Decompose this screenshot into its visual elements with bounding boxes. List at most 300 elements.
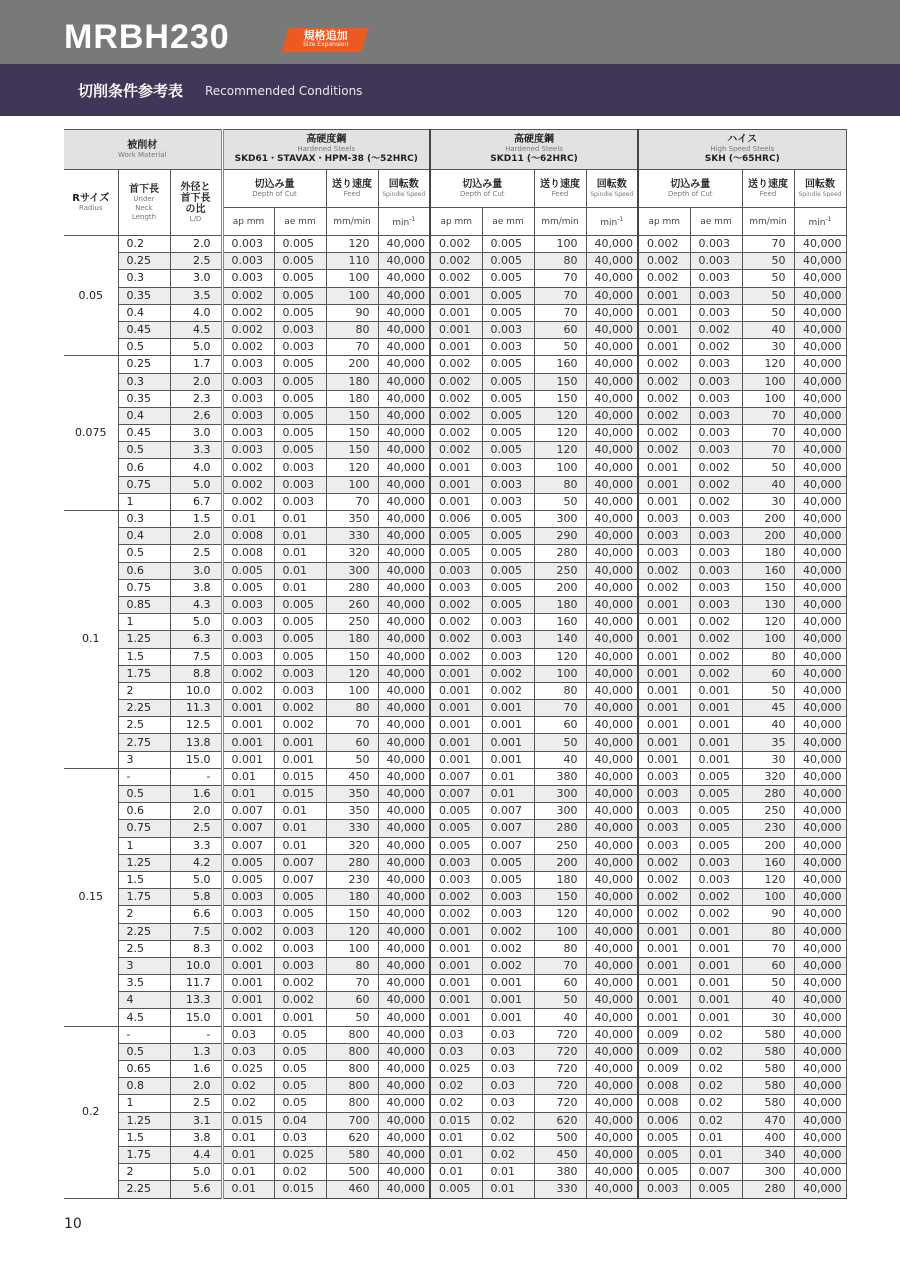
ap-depth-cell: 0.001	[638, 476, 690, 493]
ld-ratio-cell: 4.2	[170, 854, 222, 871]
feed-rate-cell: 160	[534, 356, 586, 373]
ae-depth-cell: 0.002	[690, 339, 742, 356]
feed-rate-cell: 70	[326, 493, 378, 510]
feed-rate-cell: 100	[534, 923, 586, 940]
ap-depth-cell: 0.002	[638, 253, 690, 270]
ae-depth-cell: 0.01	[482, 1181, 534, 1198]
ae-depth-cell: 0.02	[482, 1129, 534, 1146]
spindle-speed-cell: 40,000	[794, 1129, 846, 1146]
ap-depth-cell: 0.01	[430, 1164, 482, 1181]
section-title-jp: 切削条件参考表	[78, 82, 184, 100]
ld-ratio-cell: 3.3	[170, 837, 222, 854]
ae-depth-cell: 0.02	[690, 1043, 742, 1060]
ap-depth-cell: 0.001	[638, 682, 690, 699]
feed-jp: 送り速度	[540, 178, 580, 190]
ld-ratio-cell: 2.5	[170, 253, 222, 270]
ld-ratio-cell: 3.5	[170, 287, 222, 304]
neck-length-cell: 1	[118, 1095, 170, 1112]
feed-rate-cell: 70	[326, 975, 378, 992]
feed-rate-cell: 460	[326, 1181, 378, 1198]
ae-depth-cell: 0.005	[274, 373, 326, 390]
feed-rate-cell: 620	[326, 1129, 378, 1146]
feed-rate-cell: 70	[534, 700, 586, 717]
ae-depth-cell: 0.005	[274, 614, 326, 631]
spindle-speed-cell: 40,000	[586, 614, 638, 631]
ap-depth-cell: 0.007	[430, 786, 482, 803]
ld-ratio-cell: 11.7	[170, 975, 222, 992]
ae-depth-cell: 0.003	[690, 425, 742, 442]
ap-depth-cell: 0.001	[430, 493, 482, 510]
ap-depth-cell: 0.001	[430, 940, 482, 957]
neck-length-cell: 0.35	[118, 287, 170, 304]
spindle-speed-cell: 40,000	[794, 442, 846, 459]
feed-rate-cell: 120	[326, 923, 378, 940]
ap-depth-cell: 0.001	[430, 992, 482, 1009]
feed-rate-cell: 80	[534, 682, 586, 699]
ap-depth-cell: 0.007	[222, 820, 274, 837]
ld-ratio-cell: 3.8	[170, 1129, 222, 1146]
feed-rate-cell: 160	[742, 854, 794, 871]
ap-depth-cell: 0.001	[638, 975, 690, 992]
ae-depth-cell: 0.003	[482, 631, 534, 648]
unit-speed: $\min^{-1}$	[586, 208, 638, 236]
neck-length-cell: 0.6	[118, 562, 170, 579]
feed-rate-cell: 180	[326, 390, 378, 407]
ap-depth-cell: 0.003	[222, 356, 274, 373]
ap-depth-cell: 0.001	[638, 596, 690, 613]
feed-rate-cell: 800	[326, 1078, 378, 1095]
spindle-speed-cell: 40,000	[378, 751, 430, 768]
feed-rate-cell: 250	[534, 837, 586, 854]
spindle-speed-cell: 40,000	[586, 682, 638, 699]
ld-ratio-cell: 5.0	[170, 871, 222, 888]
ae-depth-cell: 0.03	[482, 1095, 534, 1112]
feed-rate-cell: 180	[742, 545, 794, 562]
ae-depth-cell: 0.005	[274, 407, 326, 424]
neck-length-cell: 2.5	[118, 940, 170, 957]
spindle-speed-cell: 40,000	[794, 940, 846, 957]
ld-header-jp: 首下長	[180, 192, 211, 204]
ae-depth-cell: 0.003	[274, 923, 326, 940]
ld-ratio-cell: 2.5	[170, 1095, 222, 1112]
ae-depth-cell: 0.005	[482, 545, 534, 562]
ae-depth-cell: 0.005	[482, 270, 534, 287]
table-row	[64, 1146, 846, 1163]
ap-depth-cell: 0.001	[638, 287, 690, 304]
neck-length-cell: 1	[118, 837, 170, 854]
ae-depth-cell: 0.003	[690, 871, 742, 888]
ap-depth-cell: 0.001	[638, 751, 690, 768]
feed-rate-cell: 180	[326, 889, 378, 906]
feed-rate-cell: 800	[326, 1026, 378, 1043]
ld-ratio-cell: 2.0	[170, 373, 222, 390]
ae-depth-cell: 0.005	[482, 253, 534, 270]
ae-depth-cell: 0.015	[274, 768, 326, 785]
spindle-speed-cell: 40,000	[378, 631, 430, 648]
neck-length-header	[118, 170, 170, 236]
ae-depth-cell: 0.005	[274, 889, 326, 906]
ap-depth-cell: 0.002	[430, 906, 482, 923]
ap-depth-cell: 0.003	[222, 236, 274, 253]
feed-rate-cell: 150	[326, 906, 378, 923]
spindle-speed-cell: 40,000	[586, 734, 638, 751]
ae-depth-cell: 0.003	[690, 304, 742, 321]
ap-depth-cell: 0.03	[222, 1043, 274, 1060]
feed-rate-cell: 50	[742, 253, 794, 270]
ld-ratio-cell: 8.3	[170, 940, 222, 957]
feed-rate-cell: 250	[742, 803, 794, 820]
badge-label-en: Size Expansion	[303, 41, 349, 48]
feed-rate-cell: 40	[534, 751, 586, 768]
ld-ratio-cell: 8.8	[170, 665, 222, 682]
table-row	[64, 287, 846, 304]
feed-rate-cell: 150	[326, 442, 378, 459]
ae-depth-cell: 0.05	[274, 1043, 326, 1060]
feed-rate-cell: 100	[534, 236, 586, 253]
table-row	[64, 786, 846, 803]
ld-ratio-header	[170, 170, 222, 236]
spindle-speed-cell: 40,000	[586, 803, 638, 820]
neck-header-en: Neck	[135, 203, 153, 212]
ae-depth-cell: 0.005	[274, 356, 326, 373]
ae-depth-cell: 0.002	[274, 975, 326, 992]
ae-depth-cell: 0.01	[482, 1164, 534, 1181]
spindle-speed-cell: 40,000	[378, 528, 430, 545]
material-jp: 高硬度鋼	[514, 134, 554, 145]
ae-depth-cell: 0.005	[274, 390, 326, 407]
ae-depth-cell: 0.01	[274, 837, 326, 854]
ap-depth-cell: 0.03	[430, 1043, 482, 1060]
neck-length-cell: 0.8	[118, 1078, 170, 1095]
spindle-speed-cell: 40,000	[794, 1043, 846, 1060]
neck-length-cell: 3.5	[118, 975, 170, 992]
size-expansion-badge	[281, 28, 369, 52]
ae-depth-cell: 0.005	[274, 425, 326, 442]
feed-rate-cell: 180	[534, 596, 586, 613]
ae-depth-cell: 0.005	[690, 786, 742, 803]
spindle-speed-cell: 40,000	[378, 734, 430, 751]
spindle-speed-cell: 40,000	[794, 356, 846, 373]
ae-depth-cell: 0.003	[690, 442, 742, 459]
ld-ratio-cell: 2.0	[170, 528, 222, 545]
ap-depth-cell: 0.003	[222, 614, 274, 631]
feed-rate-cell: 70	[326, 717, 378, 734]
table-row	[64, 665, 846, 682]
ap-depth-cell: 0.001	[430, 339, 482, 356]
feed-rate-cell: 250	[326, 614, 378, 631]
spindle-speed-cell: 40,000	[794, 1164, 846, 1181]
feed-rate-cell: 580	[326, 1146, 378, 1163]
ap-depth-cell: 0.003	[430, 871, 482, 888]
table-row	[64, 528, 846, 545]
feed-rate-cell: 70	[742, 407, 794, 424]
ae-depth-cell: 0.005	[482, 373, 534, 390]
spindle-speed-cell: 40,000	[794, 889, 846, 906]
feed-rate-cell: 120	[742, 871, 794, 888]
spindle-speed-cell: 40,000	[378, 1164, 430, 1181]
spindle-speed-cell: 40,000	[378, 236, 430, 253]
ap-depth-cell: 0.001	[638, 339, 690, 356]
neck-header-en: Length	[131, 212, 157, 221]
ae-depth-cell: 0.007	[482, 820, 534, 837]
ae-depth-cell: 0.001	[274, 751, 326, 768]
spindle-speed-cell: 40,000	[378, 476, 430, 493]
feed-rate-cell: 60	[742, 957, 794, 974]
spindle-speed-cell: 40,000	[586, 665, 638, 682]
ae-depth-cell: 0.05	[274, 1026, 326, 1043]
spindle-speed-cell: 40,000	[378, 373, 430, 390]
neck-length-cell: 0.25	[118, 356, 170, 373]
table-row	[64, 511, 846, 528]
ap-depth-cell: 0.008	[222, 545, 274, 562]
work-material-en: Work Material	[118, 150, 167, 159]
ap-depth-cell: 0.002	[638, 236, 690, 253]
feed-rate-cell: 50	[742, 287, 794, 304]
ae-depth-cell: 0.005	[274, 270, 326, 287]
spindle-speed-cell: 40,000	[586, 1061, 638, 1078]
table-row	[64, 957, 846, 974]
feed-rate-cell: 100	[742, 373, 794, 390]
spindle-speed-cell: 40,000	[794, 648, 846, 665]
ae-depth-cell: 0.005	[690, 1181, 742, 1198]
unit-ap: ap mm	[638, 208, 690, 236]
ae-depth-cell: 0.002	[690, 614, 742, 631]
feed-rate-cell: 40	[534, 1009, 586, 1026]
spindle-speed-cell: 40,000	[378, 425, 430, 442]
spindle-speed-cell: 40,000	[586, 631, 638, 648]
ld-header-jp: の比	[185, 203, 206, 215]
ap-depth-cell: 0.003	[430, 579, 482, 596]
feed-rate-cell: 70	[742, 425, 794, 442]
ld-ratio-cell: 2.5	[170, 820, 222, 837]
table-row	[64, 889, 846, 906]
spindle-speed-cell: 40,000	[378, 579, 430, 596]
feed-rate-cell: 500	[534, 1129, 586, 1146]
table-row	[64, 854, 846, 871]
radius-cell: 0.075	[64, 356, 118, 511]
ae-depth-cell: 0.005	[274, 287, 326, 304]
ae-depth-cell: 0.002	[690, 648, 742, 665]
spindle-speed-cell: 40,000	[794, 992, 846, 1009]
ae-depth-cell: 0.005	[482, 562, 534, 579]
feed-rate-cell: 120	[326, 459, 378, 476]
neck-length-cell: 0.5	[118, 442, 170, 459]
feed-en: Feed	[551, 189, 569, 198]
ae-depth-cell: 0.005	[274, 253, 326, 270]
spindle-speed-cell: 40,000	[586, 442, 638, 459]
ae-depth-cell: 0.005	[274, 648, 326, 665]
spindle-speed-cell: 40,000	[794, 596, 846, 613]
ae-depth-cell: 0.003	[482, 889, 534, 906]
spindle-speed-cell: 40,000	[378, 356, 430, 373]
ae-depth-cell: 0.003	[274, 493, 326, 510]
spindle-speed-cell: 40,000	[586, 717, 638, 734]
ld-ratio-cell: 13.3	[170, 992, 222, 1009]
spindle-speed-cell: 40,000	[794, 1078, 846, 1095]
feed-rate-cell: 150	[534, 889, 586, 906]
spindle-speed-cell: 40,000	[378, 407, 430, 424]
depth-of-cut-header	[430, 170, 534, 208]
table-row	[64, 906, 846, 923]
feed-rate-cell: 280	[534, 820, 586, 837]
feed-rate-cell: 30	[742, 1009, 794, 1026]
feed-rate-cell: 250	[534, 562, 586, 579]
spindle-speed-cell: 40,000	[794, 786, 846, 803]
neck-length-cell: 0.75	[118, 820, 170, 837]
ae-depth-cell: 0.002	[690, 889, 742, 906]
ap-depth-cell: 0.01	[222, 768, 274, 785]
ap-depth-cell: 0.02	[222, 1078, 274, 1095]
ap-depth-cell: 0.001	[430, 665, 482, 682]
spindle-speed-cell: 40,000	[586, 906, 638, 923]
ld-ratio-cell: 6.6	[170, 906, 222, 923]
feed-rate-cell: 380	[534, 1164, 586, 1181]
unit-ae: ae mm	[482, 208, 534, 236]
spindle-speed-cell: 40,000	[378, 596, 430, 613]
feed-rate-cell: 50	[742, 975, 794, 992]
ae-depth-cell: 0.04	[274, 1112, 326, 1129]
material-en: Hardened Steels	[297, 145, 356, 153]
spindle-speed-cell: 40,000	[794, 682, 846, 699]
ap-depth-cell: 0.002	[638, 579, 690, 596]
ap-depth-cell: 0.002	[638, 442, 690, 459]
ap-depth-cell: 0.001	[222, 992, 274, 1009]
ae-depth-cell: 0.003	[274, 321, 326, 338]
ae-depth-cell: 0.001	[690, 957, 742, 974]
feed-rate-cell: 580	[742, 1061, 794, 1078]
feed-rate-cell: 120	[742, 614, 794, 631]
feed-rate-cell: 150	[534, 390, 586, 407]
feed-rate-cell: 150	[326, 648, 378, 665]
spindle-speed-cell: 40,000	[378, 923, 430, 940]
feed-rate-cell: 100	[742, 631, 794, 648]
ld-ratio-cell: 3.0	[170, 425, 222, 442]
spindle-speed-cell: 40,000	[586, 889, 638, 906]
ap-depth-cell: 0.005	[222, 871, 274, 888]
neck-length-cell: 1.25	[118, 854, 170, 871]
feed-rate-cell: 70	[326, 339, 378, 356]
feed-rate-cell: 90	[742, 906, 794, 923]
spindle-speed-cell: 40,000	[794, 236, 846, 253]
ap-depth-cell: 0.008	[222, 528, 274, 545]
feed-rate-cell: 400	[742, 1129, 794, 1146]
feed-rate-cell: 330	[534, 1181, 586, 1198]
ae-depth-cell: 0.003	[690, 236, 742, 253]
feed-rate-cell: 200	[534, 854, 586, 871]
spindle-speed-cell: 40,000	[794, 493, 846, 510]
spindle-speed-cell: 40,000	[586, 1026, 638, 1043]
feed-rate-cell: 50	[534, 339, 586, 356]
material-header-2	[430, 130, 638, 170]
ae-depth-cell: 0.003	[274, 459, 326, 476]
ap-depth-cell: 0.005	[430, 803, 482, 820]
spindle-speed-cell: 40,000	[378, 1043, 430, 1060]
ld-ratio-cell: 2.0	[170, 1078, 222, 1095]
ld-ratio-cell: 15.0	[170, 1009, 222, 1026]
ap-depth-cell: 0.01	[222, 1129, 274, 1146]
ap-depth-cell: 0.003	[638, 528, 690, 545]
ap-depth-cell: 0.02	[430, 1078, 482, 1095]
speed-en: Spindle Speed	[798, 190, 842, 198]
ld-ratio-cell: 6.7	[170, 493, 222, 510]
feed-rate-cell: 720	[534, 1095, 586, 1112]
table-row	[64, 1026, 846, 1043]
spindle-speed-cell: 40,000	[794, 700, 846, 717]
spindle-speed-cell: 40,000	[378, 321, 430, 338]
ap-depth-cell: 0.003	[638, 511, 690, 528]
ap-depth-cell: 0.001	[222, 975, 274, 992]
feed-rate-cell: 70	[742, 236, 794, 253]
table-row	[64, 1112, 846, 1129]
ap-depth-cell: 0.025	[430, 1061, 482, 1078]
feed-rate-cell: 580	[742, 1078, 794, 1095]
ap-depth-cell: 0.006	[430, 511, 482, 528]
ap-depth-cell: 0.005	[430, 837, 482, 854]
feed-header	[326, 170, 378, 208]
feed-rate-cell: 300	[534, 803, 586, 820]
feed-rate-cell: 300	[326, 562, 378, 579]
feed-rate-cell: 380	[534, 768, 586, 785]
feed-rate-cell: 150	[534, 373, 586, 390]
ae-depth-cell: 0.01	[482, 768, 534, 785]
spindle-speed-cell: 40,000	[378, 906, 430, 923]
ld-ratio-cell: 5.0	[170, 614, 222, 631]
feed-rate-cell: 580	[742, 1026, 794, 1043]
ae-depth-cell: 0.01	[274, 511, 326, 528]
spindle-speed-cell: 40,000	[794, 425, 846, 442]
spindle-speed-cell: 40,000	[586, 390, 638, 407]
spindle-speed-cell: 40,000	[378, 511, 430, 528]
feed-rate-cell: 160	[534, 614, 586, 631]
doc-en: Depth of Cut	[252, 189, 297, 198]
spindle-speed-cell: 40,000	[794, 579, 846, 596]
ap-depth-cell: 0.002	[638, 373, 690, 390]
ap-depth-cell: 0.002	[638, 356, 690, 373]
ld-ratio-cell: 4.0	[170, 459, 222, 476]
ap-depth-cell: 0.002	[222, 304, 274, 321]
ae-depth-cell: 0.002	[274, 700, 326, 717]
ae-depth-cell: 0.03	[482, 1043, 534, 1060]
feed-rate-cell: 280	[326, 854, 378, 871]
ap-depth-cell: 0.001	[638, 648, 690, 665]
material-en: Hardened Steels	[505, 145, 563, 153]
ld-ratio-cell: 2.0	[170, 236, 222, 253]
neck-length-cell: 1	[118, 614, 170, 631]
neck-length-cell: 1.5	[118, 1129, 170, 1146]
ld-ratio-cell: 12.5	[170, 717, 222, 734]
unit-ae: ae mm	[690, 208, 742, 236]
feed-rate-cell: 290	[534, 528, 586, 545]
spindle-speed-cell: 40,000	[586, 528, 638, 545]
table-row	[64, 253, 846, 270]
ap-depth-cell: 0.005	[430, 1181, 482, 1198]
ld-ratio-cell: 3.1	[170, 1112, 222, 1129]
spindle-speed-cell: 40,000	[586, 407, 638, 424]
ap-depth-cell: 0.003	[222, 390, 274, 407]
ae-depth-cell: 0.001	[482, 734, 534, 751]
feed-rate-cell: 720	[534, 1026, 586, 1043]
column-header-row	[64, 170, 846, 208]
neck-length-cell: 1.75	[118, 889, 170, 906]
neck-length-cell: 0.4	[118, 407, 170, 424]
spindle-speed-cell: 40,000	[586, 992, 638, 1009]
spindle-speed-cell: 40,000	[586, 236, 638, 253]
table-row	[64, 425, 846, 442]
table-row	[64, 339, 846, 356]
ae-depth-cell: 0.003	[690, 407, 742, 424]
spindle-speed-cell: 40,000	[378, 459, 430, 476]
ld-ratio-cell: 4.3	[170, 596, 222, 613]
